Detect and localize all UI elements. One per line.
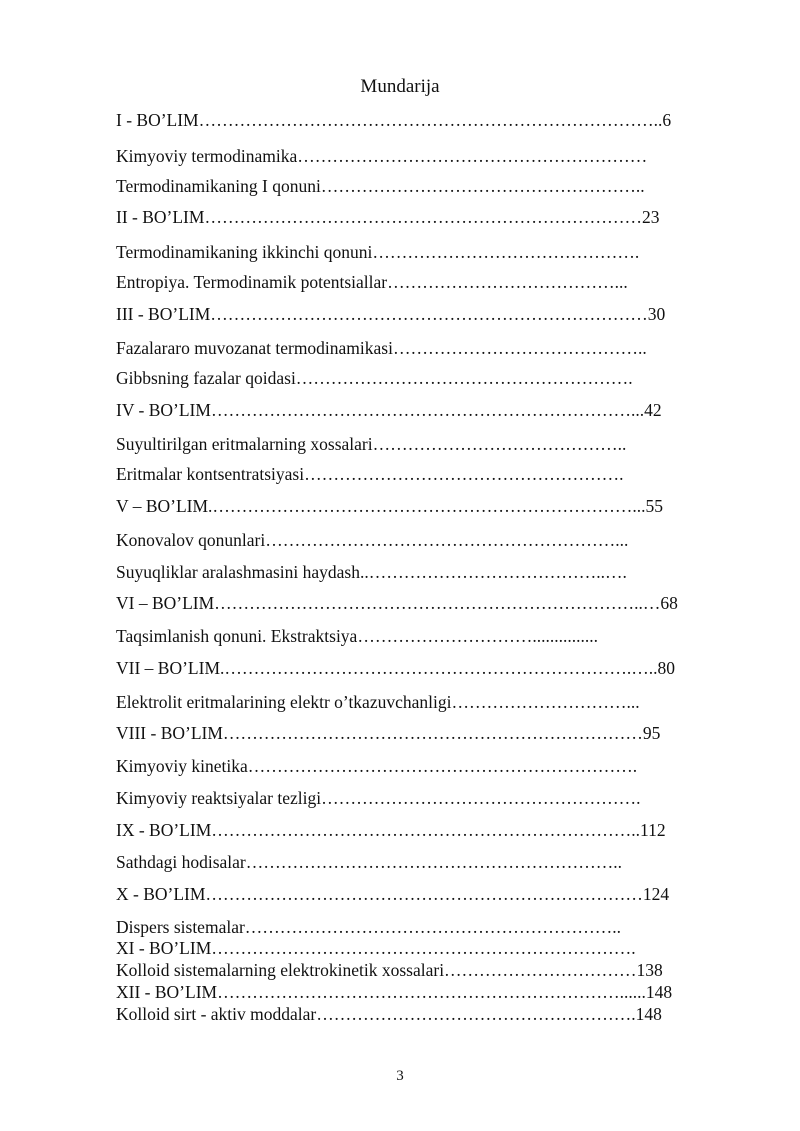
toc-entry: Fazalararo muvozanat termodinamikasi……………………………………..: [116, 338, 647, 358]
toc-entry: VI – BO’LIM………………………………………………………………..…68: [116, 593, 678, 613]
toc-entry: IX - BO’LIM………………………………………………………………..112: [116, 820, 666, 840]
toc-entry: Kimyoviy kinetika………………………………………………………….: [116, 756, 638, 776]
toc-entry: Kimyoviy reaktsiyalar tezligi……………………………………………….: [116, 788, 641, 808]
toc-entry: X - BO’LIM…………………………………………………………………124: [116, 884, 670, 904]
toc-entry: Kimyoviy termodinamika……………………………………………………: [116, 146, 648, 166]
toc-entry: Eritmalar kontsentratsiyasi……………………………………………….: [116, 464, 624, 484]
toc-entry: IV - BO’LIM………………………………………………………………...42: [116, 400, 662, 420]
page-number: 3: [396, 1068, 404, 1084]
page-title: Mundarija: [360, 76, 440, 97]
toc-entry: XII - BO’LIM……………………………………………………………......148: [116, 982, 673, 1002]
toc-entry: II - BO’LIM…………………………………………………………………23: [116, 207, 660, 227]
toc-entry: Elektrolit eritmalarining elektr o’tkazuvchanligi…………………………...: [116, 692, 640, 712]
toc-entry: Kolloid sistemalarning elektrokinetik xossalari……………………………138: [116, 960, 663, 980]
toc-entry: Sathdagi hodisalar………………………………………………………..: [116, 852, 623, 872]
toc-entry: Konovalov qonunlari……………………………………………………...: [116, 530, 629, 550]
toc-entry: XI - BO’LIM……………………………………………………………….: [116, 938, 636, 958]
toc-entry: Dispers sistemalar………………………………………………………..: [116, 917, 622, 937]
toc-entry: Entropiya. Termodinamik potentsiallar…………………………………...: [116, 272, 628, 292]
toc-entry: Termodinamikaning I qonuni………………………………………………..: [116, 176, 645, 196]
toc-entry: V – BO’LIM.………………………………………………………………...55: [116, 496, 664, 516]
toc-entry: Suyuqliklar aralashmasini haydash..…………………………………..….: [116, 562, 627, 582]
toc-entry: Suyultirilgan eritmalarning xossalari……………………………………..: [116, 434, 627, 454]
toc-entry: Termodinamikaning ikkinchi qonuni……………………………………….: [116, 242, 640, 262]
toc-entry: I - BO’LIM……………………………………………………………………..6: [116, 110, 672, 130]
toc-entry: III - BO’LIM…………………………………………………………………30: [116, 304, 666, 324]
toc-entry: Kolloid sirt - aktiv moddalar……………………………………………….148: [116, 1004, 662, 1024]
toc-entry: Gibbsning fazalar qoidasi………………………………………………….: [116, 368, 633, 388]
toc-entry: VIII - BO’LIM………………………………………………………………95: [116, 723, 661, 743]
toc-entry: VII – BO’LIM.…………………………………………………………….…..80: [116, 658, 676, 678]
toc-entry: Taqsimlanish qonuni. Ekstraktsiya…………………………...............: [116, 626, 598, 646]
